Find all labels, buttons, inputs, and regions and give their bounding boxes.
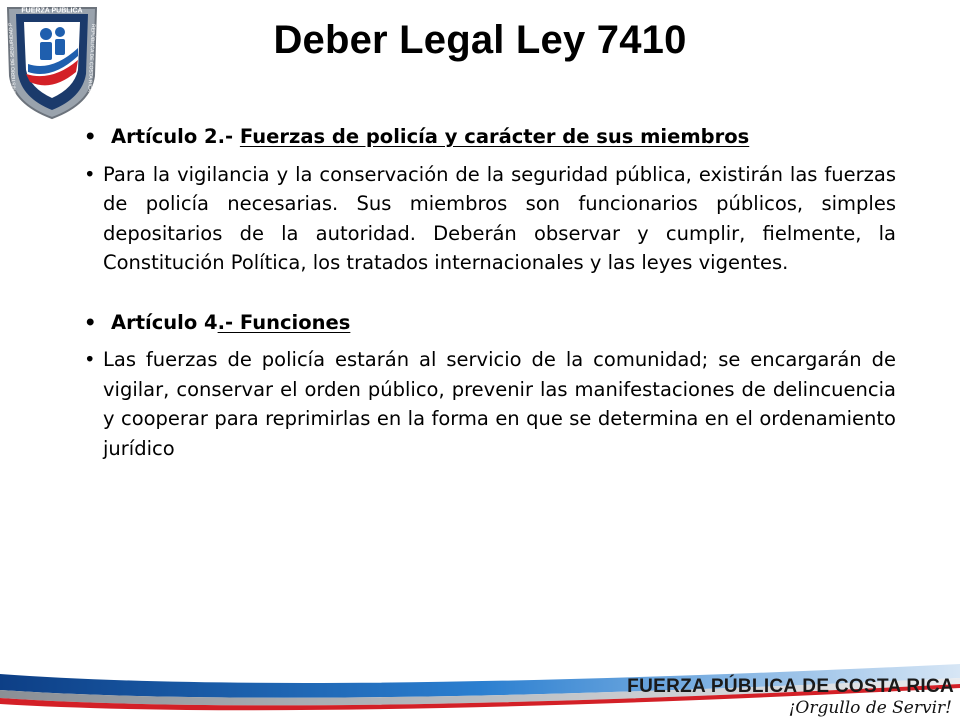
article-4-text: Las fuerzas de policía estarán al servicio de la comunidad; se encargarán de vigilar, conservar el orden público, prevenir las manifestaciones de delincuencia y cooperar para reprimirlas en la forma en que se determina en el ordenamiento jurídico	[103, 348, 896, 460]
bullet-icon: •	[84, 162, 96, 186]
article-4-heading	[84, 308, 896, 338]
footer-slogan: ¡Orgullo de Servir!	[788, 698, 952, 718]
slide-content	[84, 122, 896, 463]
article-2-prefix: Artículo 2.-	[111, 125, 240, 148]
article-2-body	[84, 160, 896, 278]
logo-right-text: REPÚBLICA DE COSTA RICA	[86, 23, 96, 92]
logo-top-text: FUERZA PÚBLICA	[21, 7, 83, 15]
article-2-title: Fuerzas de policía y carácter de sus miembros	[239, 125, 750, 148]
article-4-title: .- Funciones	[217, 310, 351, 334]
logo-left-text: MINISTERIO DE SEGURIDAD P	[7, 22, 18, 97]
article-4-body	[84, 345, 896, 463]
bullet-icon: •	[84, 310, 97, 334]
bullet-icon: •	[84, 125, 97, 148]
article-2-heading	[84, 122, 896, 152]
footer-title: FUERZA PÚBLICA DE COSTA RICA	[627, 676, 954, 697]
bullet-icon: •	[84, 348, 96, 371]
article-2-text: Para la vigilancia y la conservación de la seguridad pública, existirán las fuerzas de policía necesarias. Sus miembros son funcionarios públicos, simples depositarios de la autoridad. Deberán observar y cumplir, fielmente, la Constitución Política, los tratados internacionales y las leyes vigentes.	[103, 162, 896, 274]
article-4-prefix: Artículo 4	[111, 310, 218, 334]
slide-title: Deber Legal Ley 7410	[273, 18, 687, 62]
